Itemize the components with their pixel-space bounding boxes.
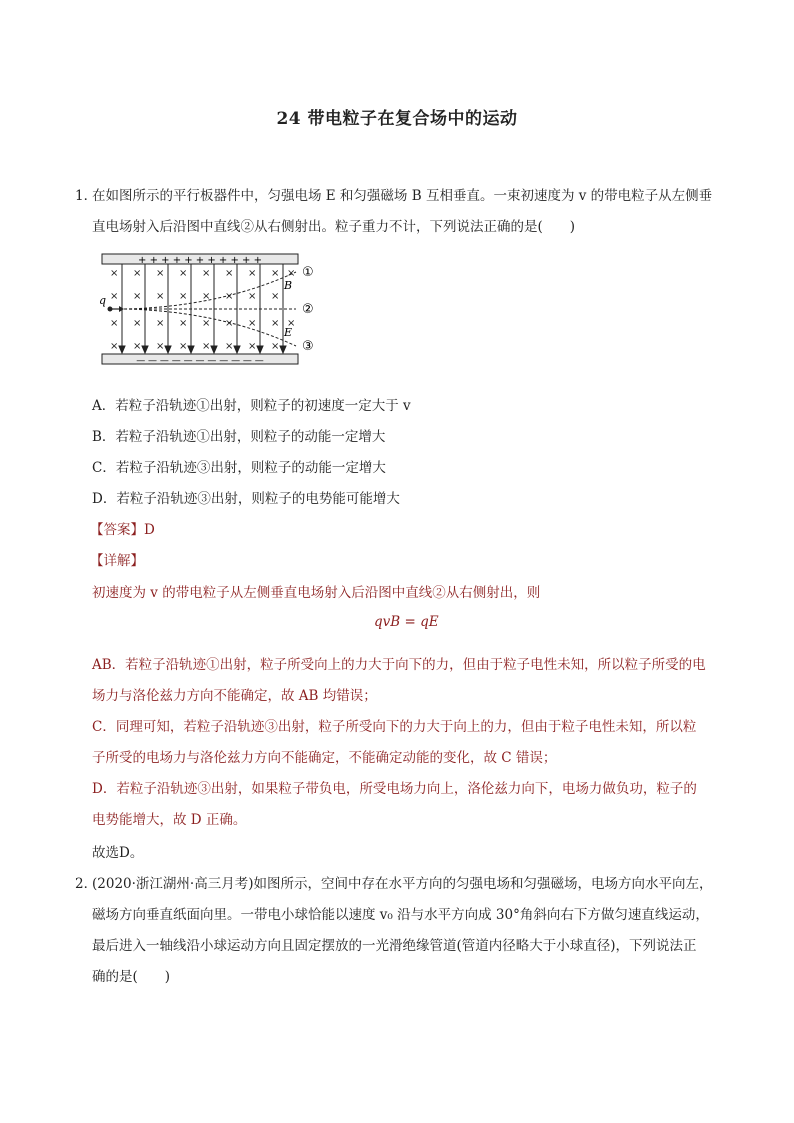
explanation-line-8: 电势能增大，故 D 正确。 xyxy=(92,812,247,828)
page-title: 24 带电粒子在复合场中的运动 xyxy=(276,109,518,129)
explanation-line-5: C．同理可知，若粒子沿轨迹③出射，粒子所受向下的力大于向上的力，但由于粒子电性未知，所以粒 xyxy=(92,719,697,735)
option-a: A．若粒子沿轨迹①出射，则粒子的初速度一定大于 v xyxy=(92,398,411,414)
svg-text:×: × xyxy=(156,268,165,279)
option-c: C．若粒子沿轨迹③出射，则粒子的动能一定增大 xyxy=(92,460,386,476)
svg-text:×: × xyxy=(133,291,142,302)
question-1-stem-line-2: 直电场射入后沿图中直线②从右侧射出。粒子重力不计，下列说法正确的是( ) xyxy=(92,219,576,235)
question-2-number: 2． xyxy=(75,876,98,892)
svg-text:×: × xyxy=(202,291,211,302)
explanation-line-4: 场力与洛伦兹力方向不能确定，故 AB 均错误； xyxy=(92,688,377,704)
svg-text:×: × xyxy=(179,341,188,352)
answer-label: 【答案】D xyxy=(90,522,155,538)
svg-text:×: × xyxy=(156,318,165,329)
svg-text:×: × xyxy=(271,291,280,302)
magnetic-field-crosses xyxy=(110,268,295,352)
svg-text:×: × xyxy=(287,268,296,279)
svg-text:×: × xyxy=(179,318,188,329)
explanation-line-1: 初速度为 v 的带电粒子从左侧垂直电场射入后沿图中直线②从右侧射出，则 xyxy=(92,585,541,601)
svg-text:×: × xyxy=(110,318,119,329)
explanation-line-6: 子所受的电场力与洛伦兹力方向不能确定，不能确定动能的变化，故 C 错误； xyxy=(92,750,557,766)
svg-text:×: × xyxy=(133,341,142,352)
svg-text:×: × xyxy=(248,341,257,352)
question-2-line-2: 磁场方向垂直纸面向里。一带电小球恰能以速度 v₀ 沿与水平方向成 30°角斜向右下方做匀速直线运动， xyxy=(92,907,709,923)
equation: qvB = qE xyxy=(374,614,439,630)
particle-dot xyxy=(108,307,113,312)
detail-label: 【详解】 xyxy=(90,553,144,569)
svg-text:×: × xyxy=(110,291,119,302)
explanation-line-3: AB．若粒子沿轨迹①出射，粒子所受向上的力大于向下的力，但由于粒子电性未知，所以粒子所受的电 xyxy=(92,657,706,673)
svg-text:×: × xyxy=(248,268,257,279)
svg-text:×: × xyxy=(225,268,234,279)
explanation-line-7: D．若粒子沿轨迹③出射，如果粒子带负电，所受电场力向上，洛伦兹力向下，电场力做负功，粒子的 xyxy=(92,781,697,797)
label-trajectory-3: ③ xyxy=(302,339,314,354)
svg-text:×: × xyxy=(133,318,142,329)
svg-text:×: × xyxy=(156,291,165,302)
parallel-plate-diagram xyxy=(100,252,326,370)
option-b: B．若粒子沿轨迹①出射，则粒子的动能一定增大 xyxy=(92,429,386,445)
label-B: B xyxy=(284,279,293,292)
svg-text:×: × xyxy=(271,341,280,352)
minus-signs: — — — — — — — — — — — xyxy=(136,356,264,366)
svg-text:×: × xyxy=(110,268,119,279)
label-trajectory-1: ① xyxy=(302,265,314,280)
label-q: q xyxy=(99,294,107,307)
svg-text:×: × xyxy=(248,318,257,329)
svg-text:×: × xyxy=(271,318,280,329)
svg-text:×: × xyxy=(248,291,257,302)
label-trajectory-2: ② xyxy=(302,302,314,317)
svg-text:×: × xyxy=(287,318,296,329)
svg-text:×: × xyxy=(225,318,234,329)
question-2-line-3: 最后进入一轴线沿小球运动方向且固定摆放的一光滑绝缘管道(管道内径略大于小球直径)，下列说法正 xyxy=(92,938,697,954)
question-1-number: 1． xyxy=(75,188,98,204)
parallel-plate-figure xyxy=(100,252,326,370)
trajectories xyxy=(124,272,296,346)
svg-text:×: × xyxy=(225,341,234,352)
plus-signs: + + + + + + + + + + + xyxy=(138,255,262,266)
svg-text:×: × xyxy=(133,268,142,279)
conclusion: 故选D。 xyxy=(92,845,144,861)
option-d: D．若粒子沿轨迹③出射，则粒子的电势能可能增大 xyxy=(92,491,400,507)
svg-text:×: × xyxy=(202,268,211,279)
question-1-stem-line-1: 在如图所示的平行板器件中，匀强电场 E 和匀强磁场 B 互相垂直。一束初速度为 v 的带电粒子从左侧垂 xyxy=(92,188,713,204)
svg-text:×: × xyxy=(110,341,119,352)
question-2-line-4: 确的是( ) xyxy=(92,969,171,985)
svg-text:×: × xyxy=(179,268,188,279)
svg-text:×: × xyxy=(202,341,211,352)
label-E: E xyxy=(284,326,293,339)
svg-text:×: × xyxy=(202,318,211,329)
svg-text:×: × xyxy=(156,341,165,352)
svg-text:×: × xyxy=(179,291,188,302)
question-2-line-1: (2020·浙江湖州·高三月考)如图所示，空间中存在水平方向的匀强电场和匀强磁场，电场方向水平向左， xyxy=(92,876,713,892)
svg-text:×: × xyxy=(271,268,280,279)
svg-text:×: × xyxy=(225,291,234,302)
